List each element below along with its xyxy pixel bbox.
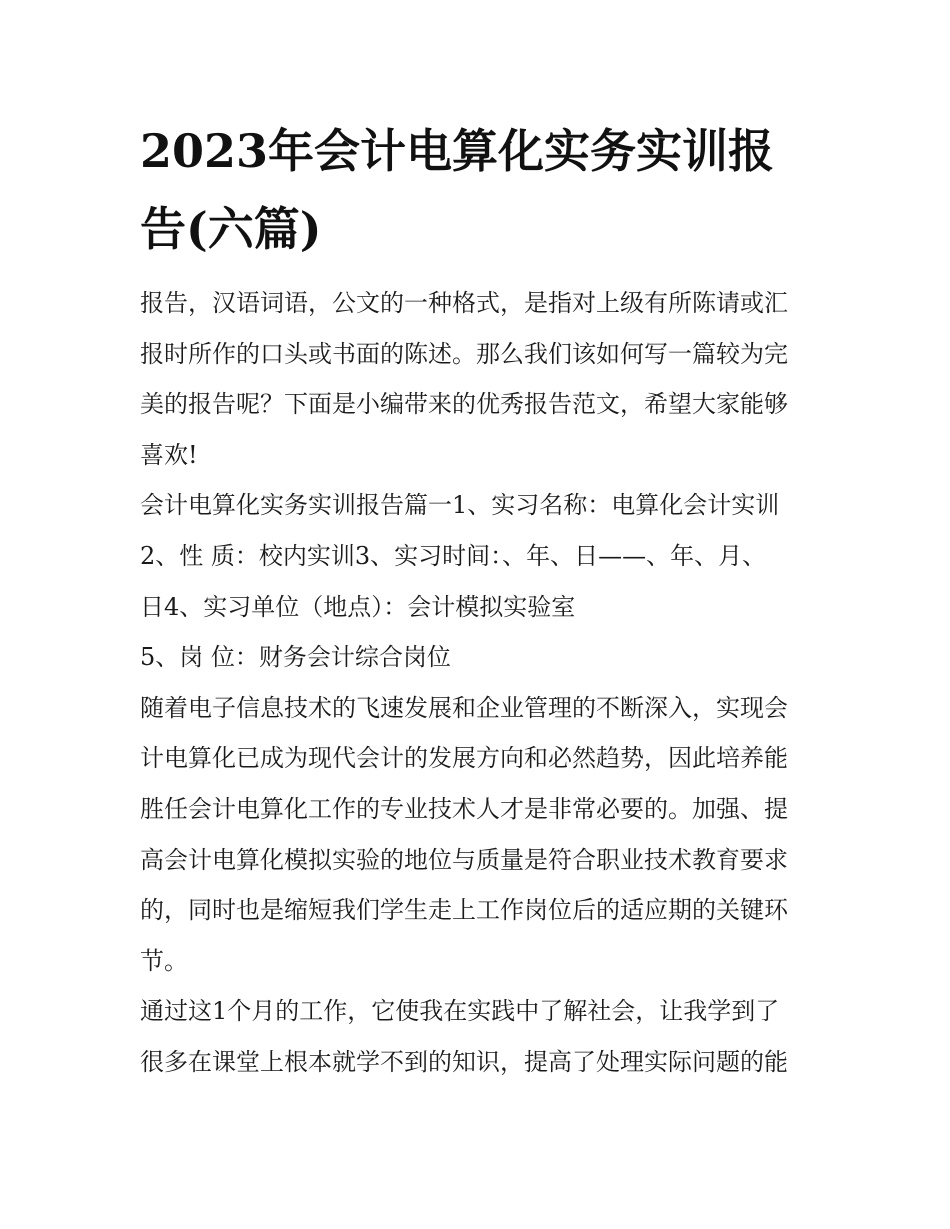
body-line: 会计电算化实务实训报告篇一1、实习名称：电算化会计实训 bbox=[140, 491, 780, 520]
body-line: 2、性 质：校内实训3、实习时间：、年、日——、年、月、 bbox=[140, 541, 767, 570]
body-line: 胜任会计电算化工作的专业技术人才是非常必要的。加强、提 bbox=[140, 794, 788, 823]
body-line: 5、岗 位：财务会计综合岗位 bbox=[140, 643, 451, 672]
document-title bbox=[140, 112, 820, 268]
body-line: 很多在课堂上根本就学不到的知识，提高了处理实际问题的能 bbox=[140, 1047, 788, 1076]
body-line: 计电算化已成为现代会计的发展方向和必然趋势，因此培养能 bbox=[140, 744, 788, 773]
body-line: 随着电子信息技术的飞速发展和企业管理的不断深入，实现会 bbox=[140, 693, 788, 722]
document-body bbox=[140, 278, 820, 1088]
title-line: 2023年会计电算化实务实训报 bbox=[140, 124, 775, 178]
body-line: 报时所作的口头或书面的陈述。那么我们该如何写一篇较为完 bbox=[140, 339, 788, 368]
body-line: 的，同时也是缩短我们学生走上工作岗位后的适应期的关键环 bbox=[140, 896, 788, 925]
body-line: 日4、实习单位（地点）：会计模拟实验室 bbox=[140, 592, 576, 621]
body-line: 通过这1个月的工作，它使我在实践中了解社会，让我学到了 bbox=[140, 997, 780, 1026]
title-line: 告(六篇) bbox=[140, 202, 322, 256]
body-line: 美的报告呢？下面是小编带来的优秀报告范文，希望大家能够 bbox=[140, 390, 788, 419]
body-line: 报告，汉语词语，公文的一种格式，是指对上级有所陈请或汇 bbox=[140, 289, 788, 317]
body-line: 节。 bbox=[140, 946, 188, 975]
body-line: 高会计电算化模拟实验的地位与质量是符合职业技术教育要求 bbox=[140, 845, 788, 874]
body-line: 喜欢! bbox=[140, 440, 198, 469]
